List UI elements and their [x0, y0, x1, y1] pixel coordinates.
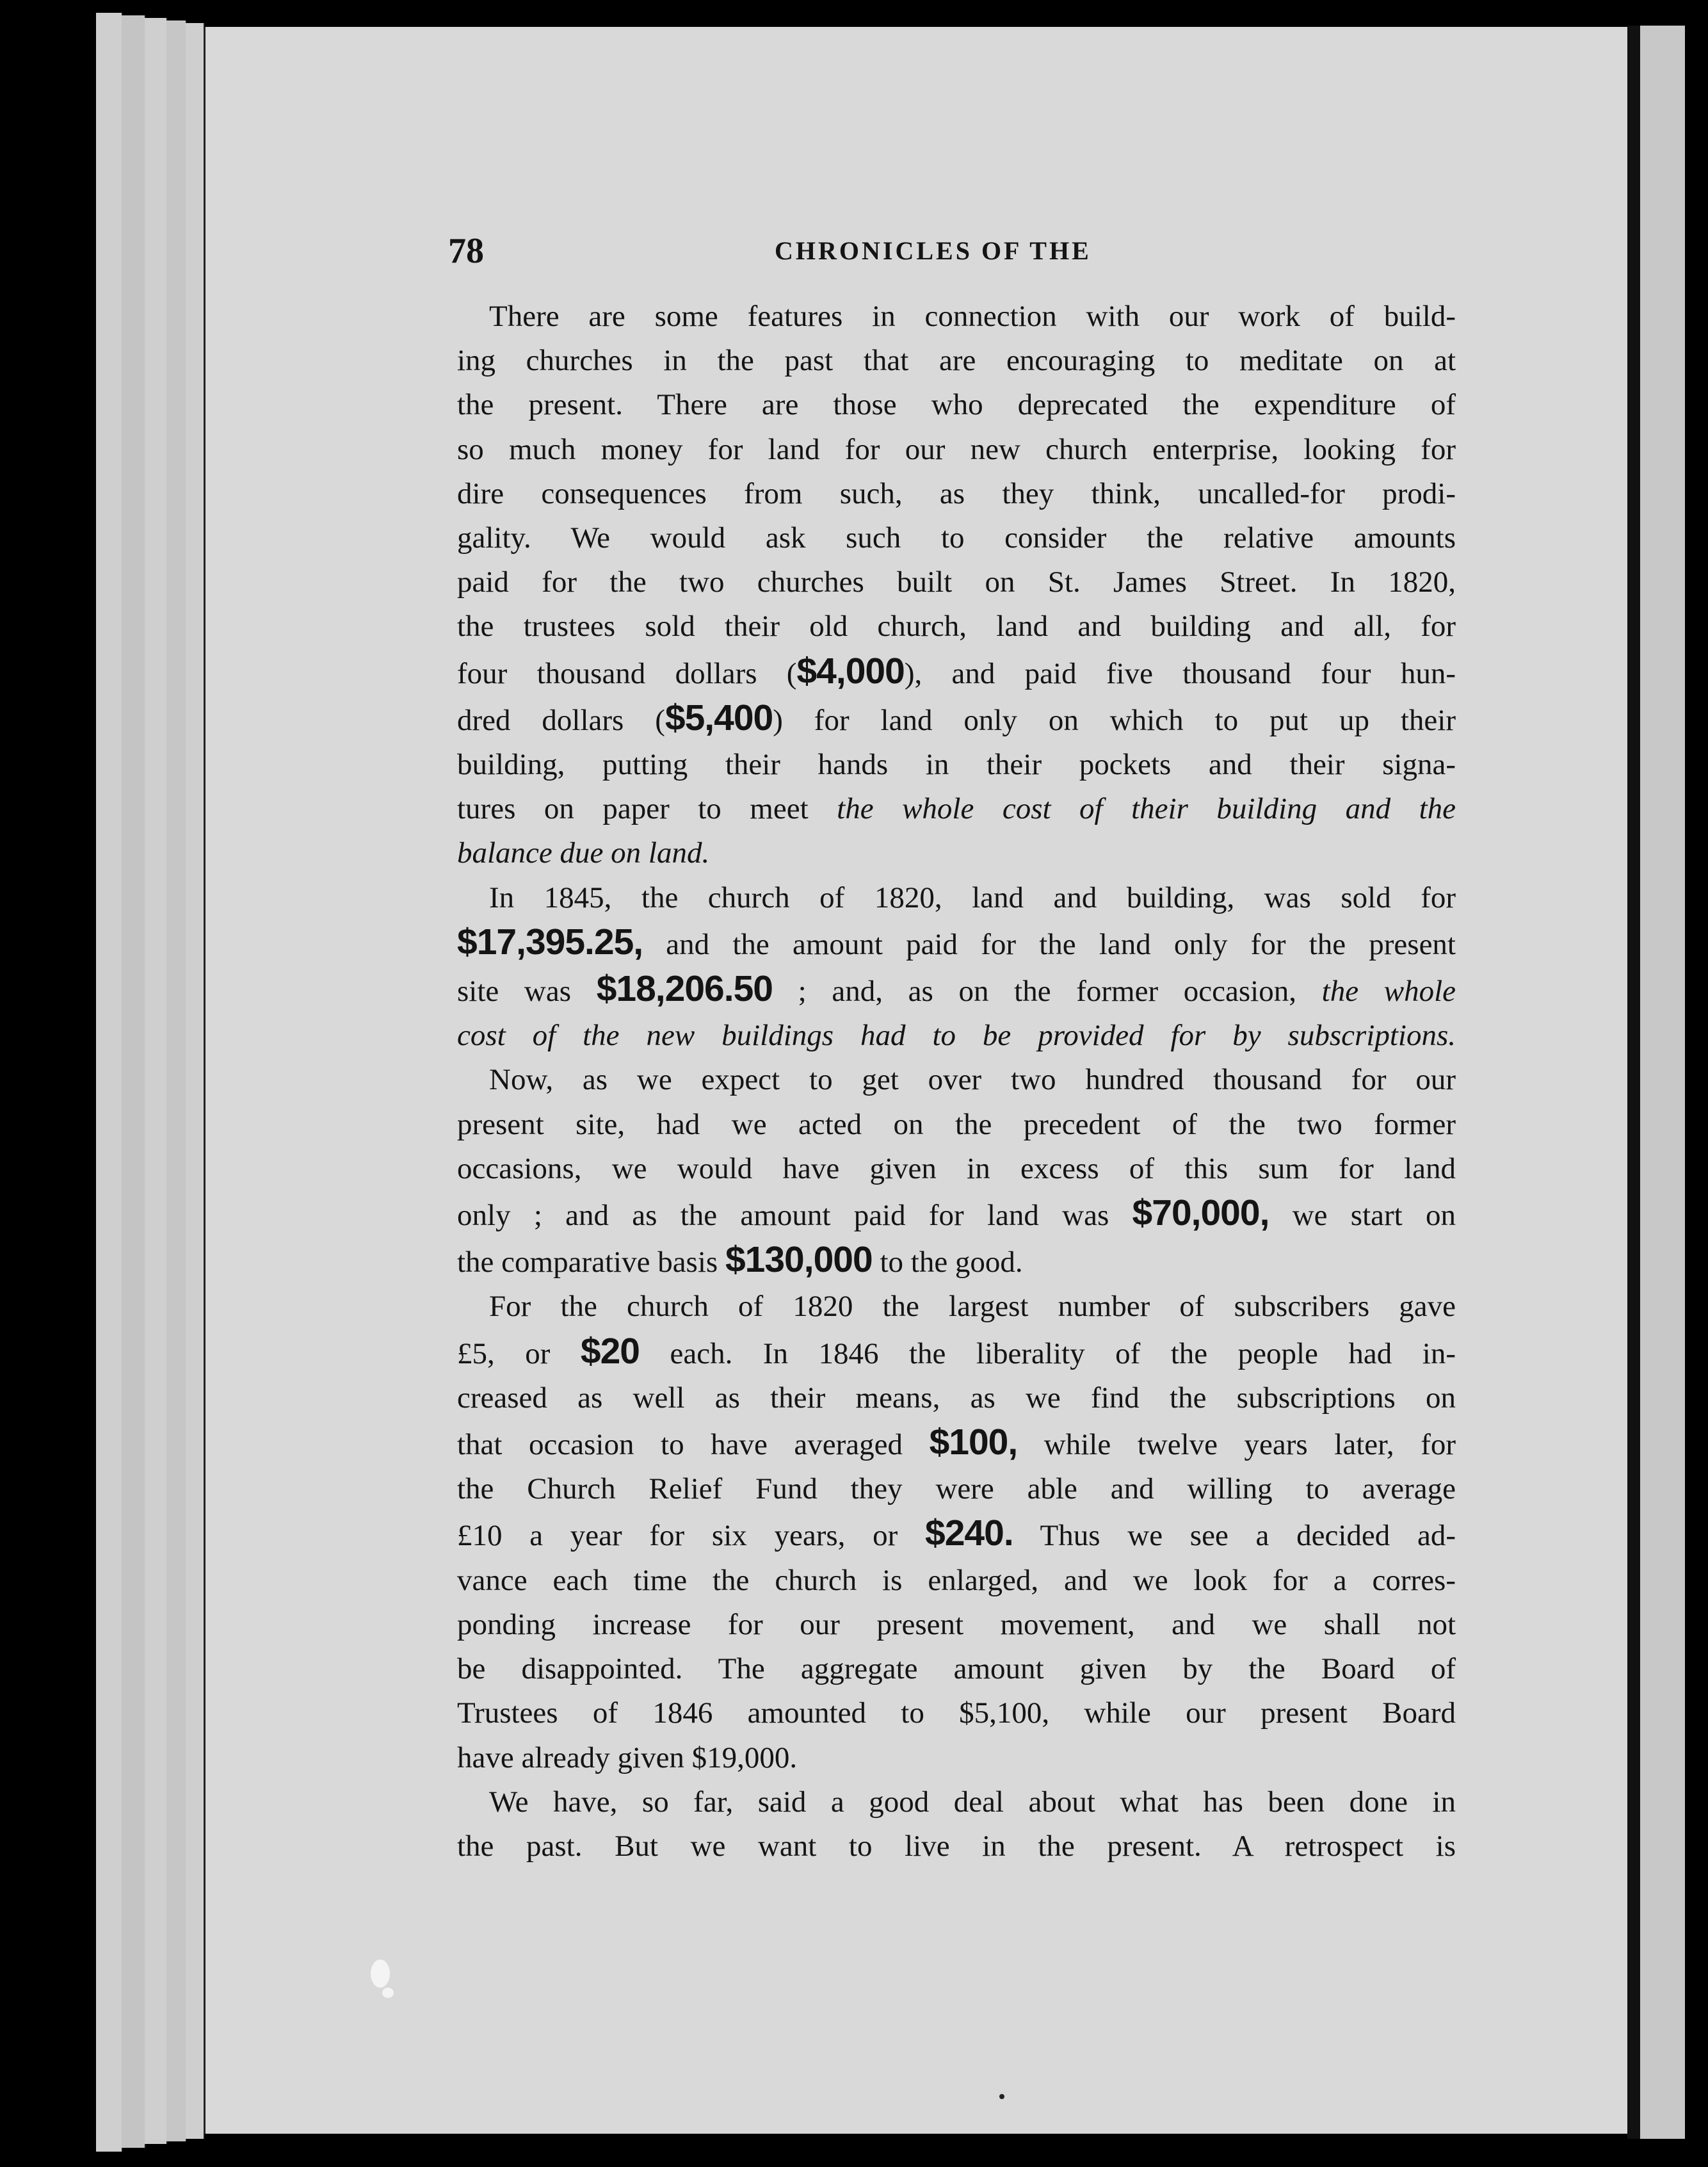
text-run: the past. But we want to live in the present. A retrospect is: [457, 1829, 1456, 1863]
text-line: [457, 1103, 1456, 1147]
text-run: each. In 1846 the liberality of the people had in-: [640, 1336, 1456, 1370]
text-run: ), and paid five thousand four hun-: [904, 656, 1456, 690]
dollar-amount: $130,000: [725, 1239, 873, 1281]
text-line: [457, 428, 1456, 472]
text-run: the present. There are those who deprecated the expenditure of: [457, 388, 1456, 422]
text-run: Thus we see a decided ad-: [1013, 1519, 1456, 1553]
text-line: [457, 1824, 1456, 1869]
text-line: [457, 1058, 1456, 1102]
text-line: [457, 696, 1456, 743]
text-run: the trustees sold their old church, land and building and all, for: [457, 610, 1456, 644]
text-line: [457, 1511, 1456, 1558]
text-run: while twelve years later, for: [1017, 1428, 1456, 1462]
text-run: vance each time the church is enlarged, and we look for a corres-: [457, 1563, 1456, 1597]
text-run: Now, as we expect to get over two hundred thousand for our: [489, 1063, 1456, 1097]
text-line: [457, 1603, 1456, 1647]
dollar-amount: $5,400: [665, 697, 773, 738]
ink-dot: [999, 2094, 1004, 2099]
page-edge: [145, 18, 168, 2144]
text-run: For the church of 1820 the largest number of subscribers gave: [489, 1290, 1456, 1324]
text-line: [457, 831, 1456, 875]
text-line: [457, 1467, 1456, 1511]
dollar-amount: $18,206.50: [596, 968, 773, 1010]
text-run: ; and, as on the former occasion,: [772, 975, 1322, 1009]
text-run: gality. We would ask such to consider the relative amounts: [457, 521, 1456, 555]
text-line: [457, 1647, 1456, 1691]
text-line: [457, 787, 1456, 831]
text-run: to the good.: [872, 1246, 1023, 1279]
text-run: ing churches in the past that are encouraging to meditate on at: [457, 344, 1456, 378]
text-line: [457, 649, 1456, 696]
text-line: [457, 1691, 1456, 1735]
text-line: [457, 339, 1456, 383]
text-run: £5, or: [457, 1336, 581, 1370]
text-run: that occasion to have averaged: [457, 1428, 930, 1462]
italic-text: the whole cost of their building and the: [837, 792, 1456, 826]
text-line: [457, 1420, 1456, 1467]
italic-text: the whole: [1321, 975, 1456, 1009]
dollar-amount: $100,: [929, 1422, 1018, 1463]
text-run: There are some features in connection with our work of build-: [489, 300, 1456, 333]
text-line: [457, 920, 1456, 967]
page-edge: [186, 23, 205, 2139]
text-line: [457, 1238, 1456, 1285]
text-run: be disappointed. The aggregate amount given by the Board of: [457, 1652, 1456, 1686]
dollar-amount: $240.: [925, 1513, 1013, 1554]
text-run: four thousand dollars (: [457, 656, 797, 690]
text-run: £10 a year for six years, or: [457, 1519, 926, 1553]
text-line: [457, 1329, 1456, 1376]
text-run: have already given $19,000.: [457, 1741, 798, 1774]
text-line: [457, 1014, 1456, 1058]
text-run: we start on: [1269, 1199, 1456, 1233]
text-run: site was: [457, 975, 597, 1009]
text-run: the comparative basis: [457, 1246, 725, 1279]
gutter-shadow: [1627, 26, 1640, 2139]
running-head-title: CHRONICLES OF THE: [775, 236, 1092, 265]
text-line: [457, 967, 1456, 1014]
text-run: the Church Relief Fund they were able and willing to average: [457, 1472, 1456, 1506]
dollar-amount: $17,395.25,: [457, 921, 643, 962]
text-line: [457, 743, 1456, 787]
text-line: [457, 1736, 1456, 1780]
text-line: [457, 1780, 1456, 1824]
page-number: 78: [448, 231, 484, 271]
text-run: so much money for land for our new church enterprise, looking for: [457, 432, 1456, 466]
body-text: [457, 295, 1456, 1869]
text-run: dire consequences from such, as they think, uncalled-for prodi-: [457, 476, 1456, 510]
paper-speck: [382, 1988, 394, 1998]
text-run: paid for the two churches built on St. James Street. In 1820,: [457, 565, 1456, 599]
page-edge: [96, 13, 123, 2152]
text-run: In 1845, the church of 1820, land and building, was sold for: [489, 881, 1456, 914]
dollar-amount: $4,000: [796, 650, 905, 692]
facing-page-edge: [1640, 26, 1685, 2139]
text-line: [457, 876, 1456, 920]
text-run: tures on paper to meet: [457, 792, 837, 826]
text-line: [457, 1285, 1456, 1329]
text-line: [457, 1559, 1456, 1603]
paper-speck: [371, 1960, 390, 1988]
text-line: [457, 605, 1456, 649]
text-run: and the amount paid for the land only for the present: [643, 927, 1456, 961]
italic-text: cost of the new buildings had to be provided for by subscriptions.: [457, 1019, 1456, 1053]
text-line: [457, 1376, 1456, 1420]
page-edge: [166, 20, 187, 2141]
text-run: only ; and as the amount paid for land was: [457, 1199, 1132, 1233]
text-line: [457, 560, 1456, 605]
italic-text: balance due on land.: [457, 836, 710, 870]
text-line: [457, 295, 1456, 339]
dollar-amount: $20: [580, 1330, 640, 1372]
text-run: present site, had we acted on the precedent of the two former: [457, 1107, 1456, 1141]
text-run: occasions, we would have given in excess of this sum for land: [457, 1151, 1456, 1185]
text-run: dred dollars (: [457, 703, 665, 737]
text-line: [457, 472, 1456, 516]
text-line: [457, 1191, 1456, 1238]
text-run: ponding increase for our present movement, and we shall not: [457, 1607, 1456, 1641]
page-edge: [122, 15, 146, 2148]
text-run: ) for land only on which to put up their: [773, 703, 1456, 737]
text-run: creased as well as their means, as we find the subscriptions on: [457, 1381, 1456, 1415]
text-run: We have, so far, said a good deal about what has been done in: [489, 1785, 1456, 1819]
text-line: [457, 383, 1456, 427]
text-line: [457, 516, 1456, 560]
text-run: building, putting their hands in their pockets and their signa-: [457, 748, 1456, 782]
text-run: Trustees of 1846 amounted to $5,100, while our present Board: [457, 1696, 1456, 1730]
dollar-amount: $70,000,: [1132, 1192, 1269, 1234]
text-line: [457, 1147, 1456, 1191]
